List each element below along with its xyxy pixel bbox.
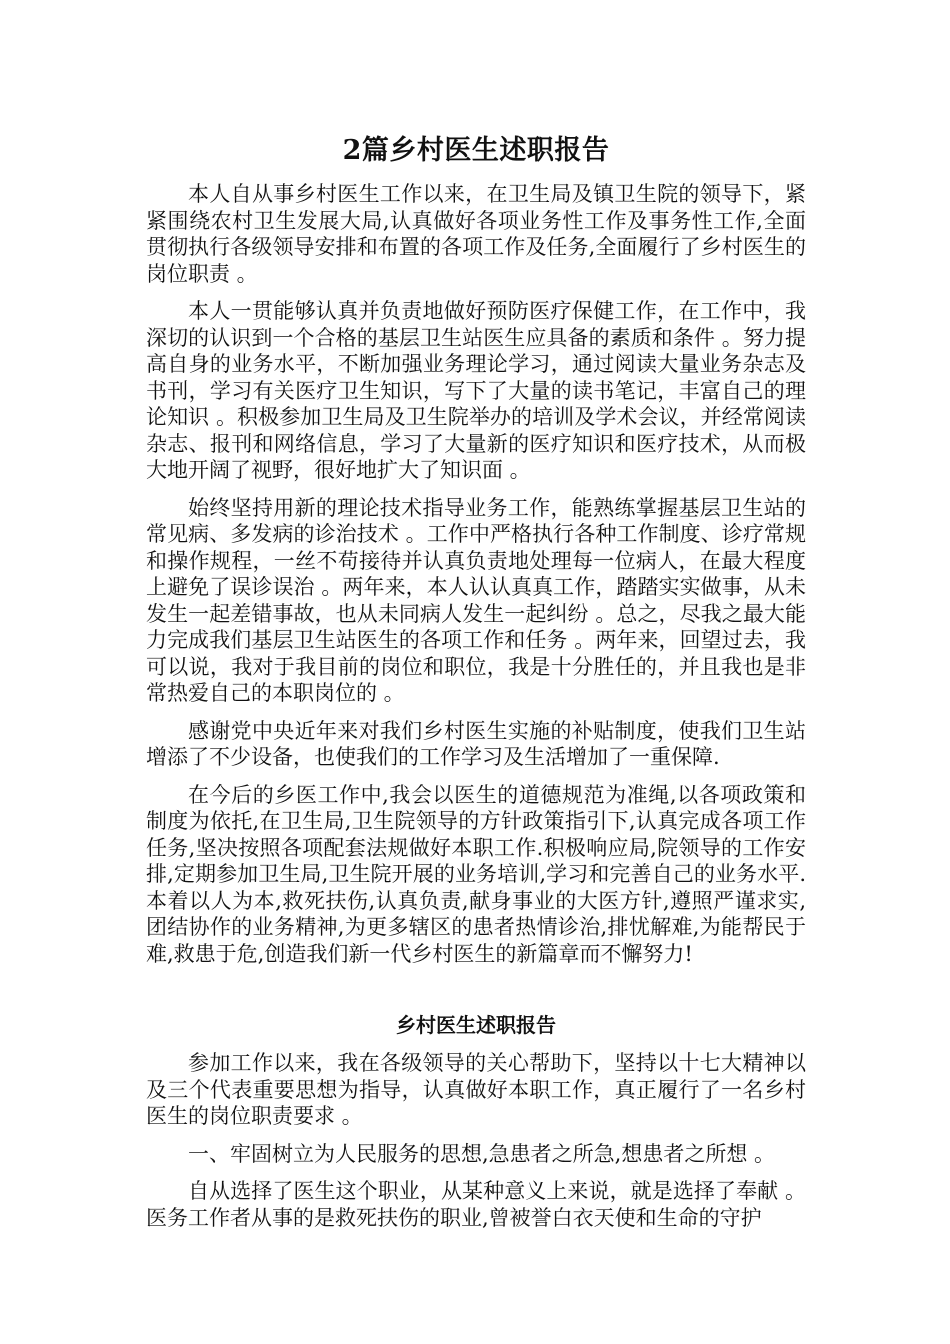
paragraph: 本人一贯能够认真并负责地做好预防医疗保健工作，在工作中，我深切的认识到一个合格的基层卫生站医生应具备的素质和条件 。努力提高自身的业务水平，不断加强业务理论学习，通过阅读大量业务杂志及书刊，学习有关医疗卫生知识，写下了大量的读书笔记，丰富自己的理论知识 。积极参加卫生局及卫生院举办的培训及学术会议，并经常阅读杂志、报刊和网络信息，学习了大量新的医疗知识和医疗技术，从而极大地开阔了视野，很好地扩大了知识面 。: [146, 299, 806, 482]
paragraph: 本人自从事乡村医生工作以来，在卫生局及镇卫生院的领导下，紧紧围绕农村卫生发展大局,认真做好各项业务性工作及事务性工作,全面贯彻执行各级领导安排和布置的各项工作及任务,全面履行了乡村医生的岗位职责 。: [146, 182, 806, 286]
section-title: 乡村医生述职报告: [396, 1013, 556, 1037]
document-title: 2篇乡村医生述职报告: [342, 135, 610, 166]
paragraph: 感谢党中央近年来对我们乡村医生实施的补贴制度，使我们卫生站增添了不少设备，也使我们的工作学习及生活增加了一重保障.: [146, 718, 806, 769]
document-page: [146, 128, 806, 1242]
paragraph: 始终坚持用新的理论技术指导业务工作，能熟练掌握基层卫生站的常见病、多发病的诊治技术 。工作中严格执行各种工作制度、诊疗常规和操作规程，一丝不苟接待并认真负责地处理每一位病人，在最大程度上避免了误诊误治 。两年来，本人认认真真工作，踏踏实实做事，从未发生一起差错事故，也从未同病人发生一起纠纷 。总之，尽我之最大能力完成我们基层卫生站医生的各项工作和任务 。两年来，回望过去，我可以说，我对于我目前的岗位和职位，我是十分胜任的，并且我也是非常热爱自己的本职岗位的 。: [146, 495, 806, 705]
paragraph: 在今后的乡医工作中,我会以医生的道德规范为准绳,以各项政策和制度为依托,在卫生局,卫生院领导的方针政策指引下,认真完成各项工作任务,坚决按照各项配套法规做好本职工作.积极响应局,院领导的工作安排,定期参加卫生局,卫生院开展的业务培训,学习和完善自己的业务水平.本着以人为本,救死扶伤,认真负责,献身事业的大医方针,遵照严谨求实,团结协作的业务精神,为更多辖区的患者热情诊治,排忧解难,为能帮民于难,救患于危,创造我们新一代乡村医生的新篇章而不懈努力!: [146, 782, 806, 966]
paragraph: 自从选择了医生这个职业，从某种意义上来说，就是选择了奉献 。医务工作者从事的是救死扶伤的职业,曾被誉白衣天使和生命的守护: [146, 1179, 806, 1230]
paragraph: 一、牢固树立为人民服务的思想,急患者之所急,想患者之所想 。: [188, 1141, 776, 1166]
paragraph: 参加工作以来，我在各级领导的关心帮助下，坚持以十七大精神以及三个代表重要思想为指导，认真做好本职工作，真正履行了一名乡村医生的岗位职责要求 。: [146, 1051, 806, 1128]
